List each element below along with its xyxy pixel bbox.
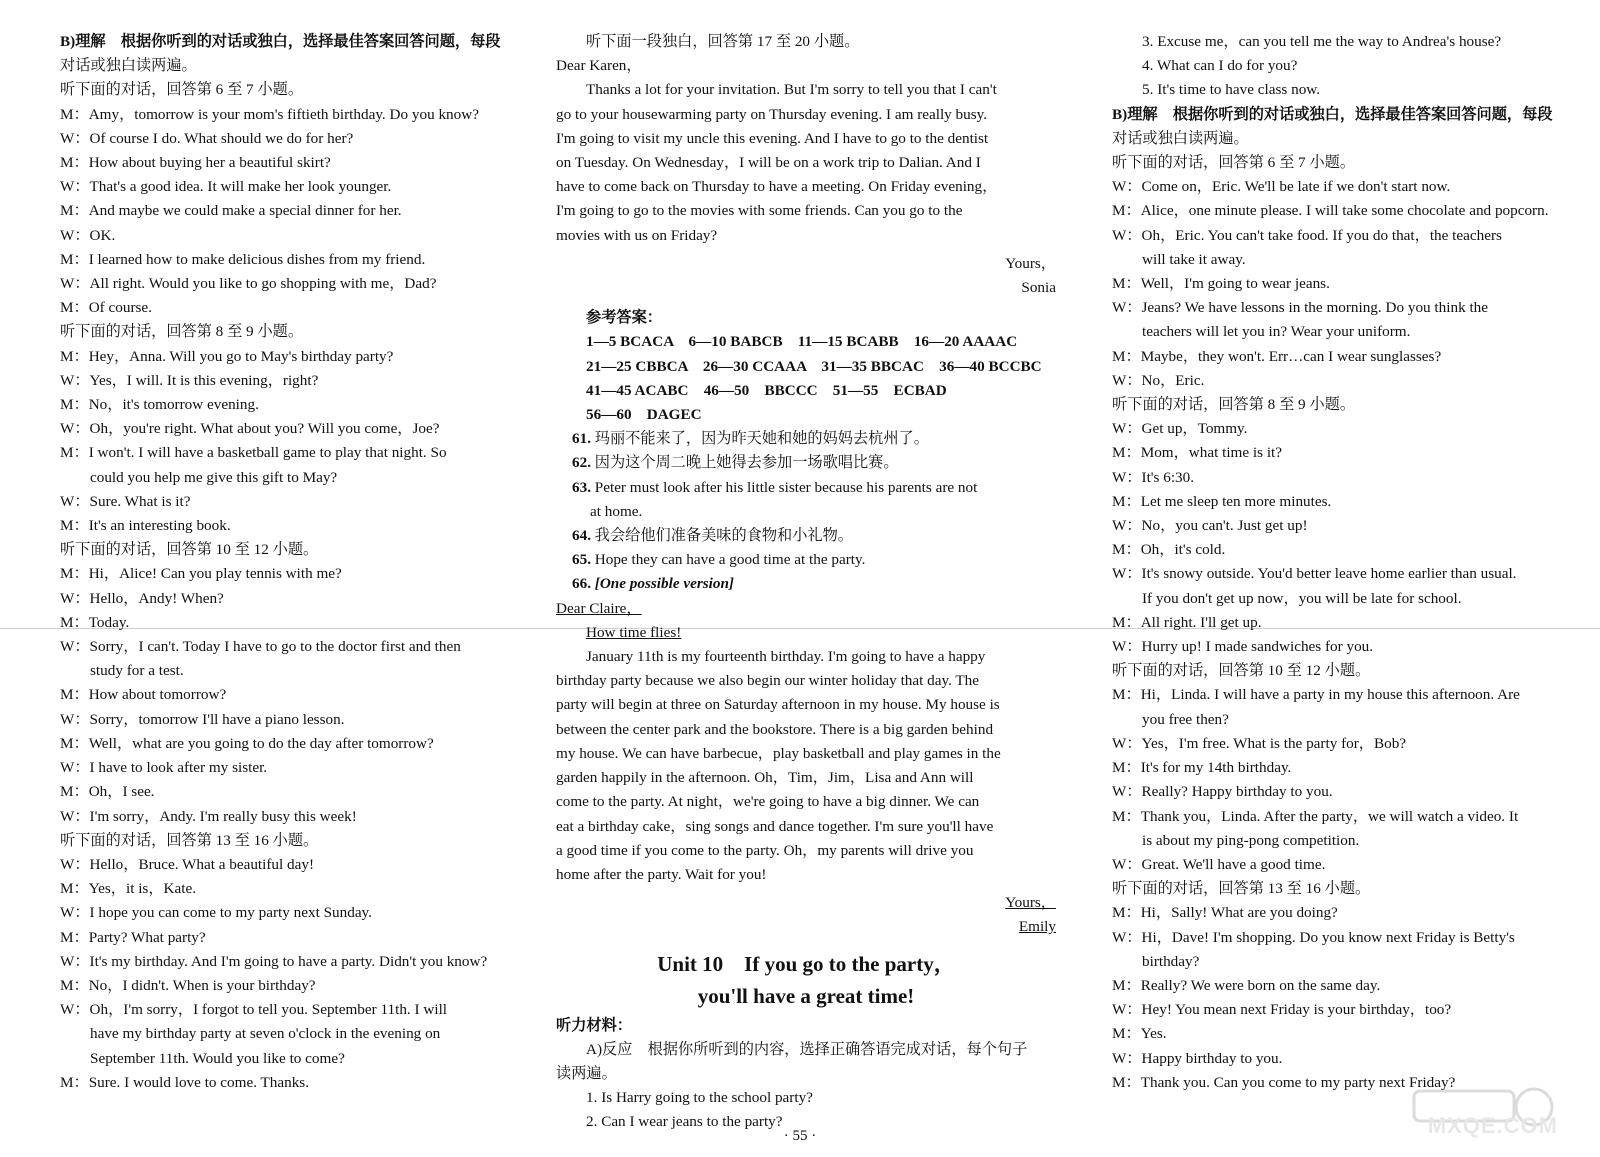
question-line: 5. It's time to have class now.: [1142, 81, 1321, 99]
question-line: 3. Excuse me，can you tell me the way to Andrea's house?: [1142, 33, 1502, 50]
unit-title: [556, 948, 1056, 1012]
dialogue-line: W：That's a good idea. It will make her look younger.: [60, 178, 392, 196]
letter-body-line: party will begin at three on Saturday afternoon in my house. My house is: [556, 696, 1000, 714]
unit-title-line: you'll have a great time!: [697, 983, 915, 1008]
numbered-answer: [556, 572, 1056, 596]
dialogue-line: M：Yes.: [1112, 1025, 1167, 1043]
dialogue-line: M：Well，I'm going to wear jeans.: [1112, 275, 1330, 293]
right-column: [1112, 30, 1578, 1095]
dialogue-line: W：Oh，I'm sorry，I forgot to tell you. September 11th. I will: [60, 1001, 448, 1019]
dialogue-continuation: have my birthday party at seven o'clock in the evening on: [90, 1025, 441, 1043]
numbered-answer: [556, 524, 1056, 548]
answer-key-line: 56—60 DAGEC: [586, 406, 702, 424]
dialogue-line: W：Hey! You mean next Friday is your birthday，too?: [1112, 1001, 1452, 1019]
dialogue-line: W：It's my birthday. And I'm going to have a party. Didn't you know?: [60, 952, 488, 970]
dialogue-line: M：Oh，I see.: [60, 783, 155, 801]
answer-key-line: 1—5 BCACA 6—10 BABCB 11—15 BCABB 16—20 AAAAC: [586, 333, 1018, 351]
answer-text: 我会给他们准备美味的食物和小礼物。: [594, 527, 853, 545]
question-range-heading: 听下面的对话，回答第 6 至 7 小题。: [1112, 154, 1355, 172]
unit-title-line: Unit 10 If you go to the party，: [657, 951, 955, 976]
dialogue-continuation: teachers will let you in? Wear your uniform.: [1142, 323, 1411, 341]
letter-body-line: I'm going to go to the movies with some friends. Can you go to the: [556, 202, 963, 220]
dialogue-line: M：How about buying her a beautiful skirt?: [60, 154, 331, 172]
dialogue-continuation: September 11th. Would you like to come?: [90, 1049, 345, 1067]
dialogue-line: M：Today.: [60, 613, 130, 631]
question-line: 1. Is Harry going to the school party?: [586, 1089, 813, 1107]
question-range-heading: 听下面的对话，回答第 10 至 12 小题。: [1112, 662, 1371, 680]
answer-text: Peter must look after his little sister because his parents are not: [594, 478, 978, 496]
middle-column: [556, 30, 1056, 1135]
dialogue-line: M：Sure. I would love to come. Thanks.: [60, 1073, 310, 1091]
dialogue-line: W：Great. We'll have a good time.: [1112, 855, 1326, 873]
text-line: 读两遍。: [556, 1064, 617, 1082]
question-range-heading: 听下面一段独白，回答第 17 至 20 小题。: [586, 33, 860, 50]
dialogue-continuation: is about my ping-pong competition.: [1142, 831, 1360, 849]
dialogue-line: M：Yes，it is，Kate.: [60, 880, 196, 898]
dialogue-line: M：Hi，Alice! Can you play tennis with me?: [60, 565, 342, 583]
dialogue-line: M：Hi，Sally! What are you doing?: [1112, 904, 1338, 922]
letter-salutation: Dear Claire，: [556, 599, 642, 617]
text-line: 对话或独白读两遍。: [1112, 129, 1249, 147]
answer-text: 玛丽不能来了，因为昨天她和她的妈妈去杭州了。: [594, 430, 929, 448]
left-column: [60, 30, 530, 1095]
question-range-heading: 听下面的对话，回答第 13 至 16 小题。: [1112, 880, 1371, 898]
dialogue-line: M：Well，what are you going to do the day after tomorrow?: [60, 734, 434, 752]
dialogue-line: W：Come on，Eric. We'll be late if we don't start now.: [1112, 178, 1451, 196]
question-range-heading: 听下面的对话，回答第 13 至 16 小题。: [60, 831, 319, 849]
dialogue-line: M：It's for my 14th birthday.: [1112, 759, 1292, 777]
dialogue-line: W：Oh，Eric. You can't take food. If you do that，the teachers: [1112, 226, 1502, 244]
numbered-answer: [556, 451, 1056, 475]
letter-closing: Yours，: [1005, 894, 1056, 912]
letter-closing: Yours，: [1005, 254, 1056, 272]
answer-key-line: 21—25 CBBCA 26—30 CCAAA 31—35 BBCAC 36—40 BCCBC: [586, 357, 1042, 375]
dialogue-line: W：Sorry，tomorrow I'll have a piano lesson.: [60, 710, 345, 728]
answer-text: Hope they can have a good time at the party.: [594, 551, 866, 569]
dialogue-line: W：Sure. What is it?: [60, 492, 191, 510]
dialogue-line: W：I have to look after my sister.: [60, 759, 268, 777]
watermark-logo: [1394, 1085, 1564, 1145]
dialogue-line: M：It's an interesting book.: [60, 517, 231, 535]
letter-body-line: movies with us on Friday?: [556, 226, 718, 244]
dialogue-line: W：Oh，you're right. What about you? Will you come，Joe?: [60, 420, 440, 438]
dialogue-line: M：Mom，what time is it?: [1112, 444, 1283, 462]
dialogue-line: M：Of course.: [60, 299, 152, 317]
dialogue-line: M：Really? We were born on the same day.: [1112, 976, 1381, 994]
answers-heading: 参考答案：: [586, 309, 662, 327]
dialogue-line: M：Let me sleep ten more minutes.: [1112, 492, 1332, 510]
letter-body-line: go to your housewarming party on Thursday evening. I am really busy.: [556, 105, 988, 123]
dialogue-line: M：How about tomorrow?: [60, 686, 227, 704]
dialogue-line: M：Thank you，Linda. After the party，we will watch a video. It: [1112, 807, 1519, 825]
numbered-answer-continuation: [556, 500, 1056, 524]
dialogue-line: W：Happy birthday to you.: [1112, 1049, 1283, 1067]
dialogue-line: W：Hurry up! I made sandwiches for you.: [1112, 638, 1374, 656]
answer-text: 因为这个周二晚上她得去参加一场歌唱比赛。: [594, 454, 899, 472]
dialogue-line: M：Hi，Linda. I will have a party in my house this afternoon. Are: [1112, 686, 1520, 704]
dialogue-line: W：Hello，Bruce. What a beautiful day!: [60, 855, 315, 873]
dialogue-continuation: study for a test.: [90, 662, 184, 680]
listening-heading: 听力材料：: [556, 1016, 632, 1034]
dialogue-line: W：I hope you can come to my party next Sunday.: [60, 904, 372, 922]
numbered-answer: [556, 476, 1056, 500]
answer-number: 64.: [572, 527, 591, 545]
letter-body-line: have to come back on Thursday to have a meeting. On Friday evening，: [556, 178, 998, 196]
dialogue-line: M：Amy，tomorrow is your mom's fiftieth birthday. Do you know?: [60, 105, 479, 123]
letter-body-line: come to the party. At night，we're going to have a big dinner. We can: [556, 793, 980, 811]
dialogue-line: W：OK.: [60, 226, 116, 244]
dialogue-line: W：Get up，Tommy.: [1112, 420, 1248, 438]
dialogue-line: M：Hey，Anna. Will you go to May's birthday party?: [60, 347, 394, 365]
dialogue-line: M：Alice，one minute please. I will take some chocolate and popcorn.: [1112, 202, 1549, 220]
numbered-answer: [556, 548, 1056, 572]
dialogue-line: W：Yes，I will. It is this evening，right?: [60, 371, 319, 389]
dialogue-line: M：I learned how to make delicious dishes from my friend.: [60, 250, 426, 268]
dialogue-line: W：It's snowy outside. You'd better leave home earlier than usual.: [1112, 565, 1517, 583]
letter-body-line: eat a birthday cake，sing songs and dance together. I'm sure you'll have: [556, 817, 994, 835]
answer-number: 66.: [572, 575, 591, 593]
letter-signature: Sonia: [1021, 279, 1056, 297]
section-b-heading: B)理解 根据你听到的对话或独白，选择最佳答案回答问题，每段: [60, 33, 501, 50]
numbered-answer: [556, 427, 1056, 451]
answer-text: [One possible version]: [594, 575, 734, 593]
dialogue-line: M：Oh，it's cold.: [1112, 541, 1226, 559]
dialogue-line: M：No，it's tomorrow evening.: [60, 396, 259, 414]
letter-signature: Emily: [1018, 918, 1056, 936]
question-line: 4. What can I do for you?: [1142, 57, 1298, 75]
letter-title: How time flies!: [586, 623, 682, 641]
dialogue-line: W：It's 6:30.: [1112, 468, 1195, 486]
dialogue-line: M：I won't. I will have a basketball game to play that night. So: [60, 444, 447, 462]
dialogue-line: W：Of course I do. What should we do for her?: [60, 129, 354, 147]
letter-body-line: between the center park and the bookstore. There is a big garden behind: [556, 720, 994, 738]
dialogue-line: W：Sorry，I can't. Today I have to go to the doctor first and then: [60, 638, 461, 656]
dialogue-line: W：Hello，Andy! When?: [60, 589, 224, 607]
question-range-heading: 听下面的对话，回答第 10 至 12 小题。: [60, 541, 319, 559]
dialogue-continuation: you free then?: [1142, 710, 1229, 728]
letter-salutation: Dear Karen，: [556, 57, 642, 75]
watermark-text: MXQE.COM: [1427, 1113, 1558, 1138]
letter-body-line: Thanks a lot for your invitation. But I'm sorry to tell you that I can't: [586, 81, 997, 99]
dialogue-line: W：No，Eric.: [1112, 371, 1205, 389]
dialogue-line: W：Yes，I'm free. What is the party for，Bob?: [1112, 734, 1407, 752]
question-line: 2. Can I wear jeans to the party?: [586, 1113, 783, 1131]
dialogue-line: M：All right. I'll get up.: [1112, 613, 1262, 631]
dialogue-line: W：I'm sorry，Andy. I'm really busy this week!: [60, 807, 357, 825]
letter-body-line: January 11th is my fourteenth birthday. I'm going to have a happy: [586, 648, 986, 666]
dialogue-line: W：All right. Would you like to go shopping with me，Dad?: [60, 275, 437, 293]
dialogue-continuation: will take it away.: [1142, 250, 1246, 268]
dialogue-line: M：Thank you. Can you come to my party next Friday?: [1112, 1073, 1456, 1091]
section-b-heading: B)理解 根据你听到的对话或独白，选择最佳答案回答问题，每段: [1112, 105, 1553, 123]
dialogue-continuation: If you don't get up now，you will be late for school.: [1142, 589, 1462, 607]
answer-key-line: 41—45 ACABC 46—50 BBCCC 51—55 ECBAD: [586, 381, 947, 399]
answer-text: at home.: [590, 502, 643, 520]
dialogue-line: W：Really? Happy birthday to you.: [1112, 783, 1333, 801]
letter-body-line: home after the party. Wait for you!: [556, 865, 767, 883]
dialogue-line: M：And maybe we could make a special dinner for her.: [60, 202, 402, 220]
letter-body-line: garden happily in the afternoon. Oh，Tim，Jim，Lisa and Ann will: [556, 769, 974, 787]
answer-number: 61.: [572, 430, 591, 448]
dialogue-line: M：Maybe，they won't. Err…can I wear sunglasses?: [1112, 347, 1442, 365]
dialogue-continuation: birthday?: [1142, 952, 1200, 970]
dialogue-line: W：Jeans? We have lessons in the morning. Do you think the: [1112, 299, 1489, 317]
dialogue-line: W：No，you can't. Just get up!: [1112, 517, 1308, 535]
letter-body-line: I'm going to visit my uncle this evening. And I have to go to the dentist: [556, 129, 989, 147]
question-range-heading: 听下面的对话，回答第 8 至 9 小题。: [60, 323, 303, 341]
letter-body-line: birthday party because we also begin our winter holiday that day. The: [556, 672, 980, 690]
answer-number: 63.: [572, 478, 591, 496]
letter-body-line: a good time if you come to the party. Oh，my parents will drive you: [556, 841, 974, 859]
page-number: · 55 ·: [783, 1128, 817, 1144]
letter-body-line: my house. We can have barbecue，play basketball and play games in the: [556, 744, 1001, 762]
section-a-heading: A)反应 根据你所听到的内容，选择正确答语完成对话，每个句子: [586, 1040, 1028, 1058]
question-range-heading: 听下面的对话，回答第 6 至 7 小题。: [60, 81, 303, 99]
dialogue-line: M：No，I didn't. When is your birthday?: [60, 976, 316, 994]
letter-body-line: on Tuesday. On Wednesday，I will be on a work trip to Dalian. And I: [556, 154, 981, 172]
dialogue-continuation: could you help me give this gift to May?: [90, 468, 338, 486]
dialogue-line: M：Party? What party?: [60, 928, 206, 946]
answer-number: 62.: [572, 454, 591, 472]
dialogue-line: W：Hi，Dave! I'm shopping. Do you know next Friday is Betty's: [1112, 928, 1515, 946]
answer-number: 65.: [572, 551, 591, 569]
text-line: 对话或独白读两遍。: [60, 57, 197, 75]
question-range-heading: 听下面的对话，回答第 8 至 9 小题。: [1112, 396, 1355, 414]
